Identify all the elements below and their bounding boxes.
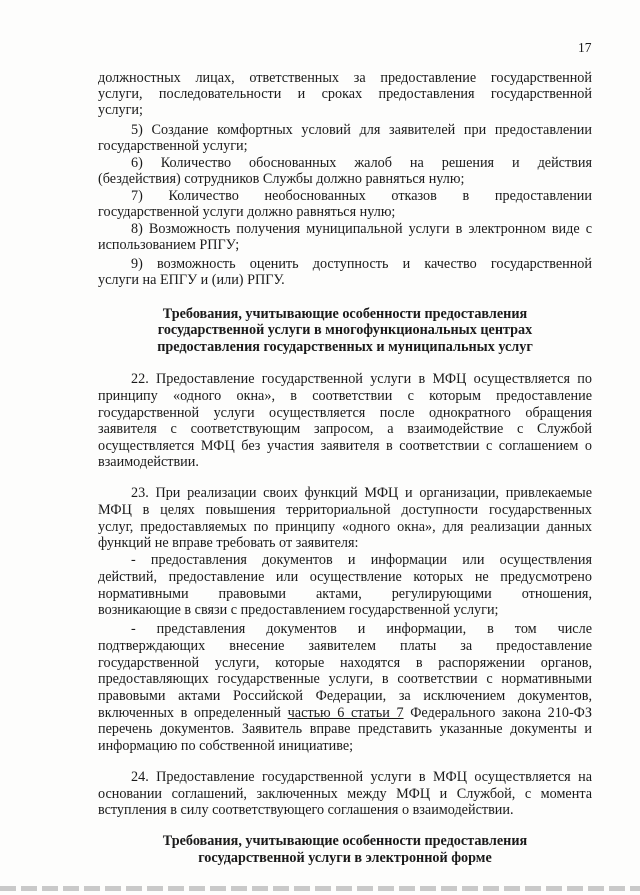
- law-reference-link[interactable]: частью 6 статьи 7: [287, 705, 404, 721]
- text-line: подтверждающих внесение заявителем платы за предоставление: [98, 638, 592, 654]
- text-line: услуг, предоставляемых по принципу «одного окна», для реализации данных: [98, 519, 592, 535]
- text-fragment: Федерального закона 210-ФЗ: [403, 705, 592, 721]
- text-line: основании соглашений, заключенных между МФЦ и Службой, с момента: [98, 786, 592, 802]
- paragraph-24: 24. Предоставление государственной услуги в МФЦ осуществляется на: [131, 769, 592, 785]
- text-line: перечень документов. Заявитель вправе представить указанные документы и: [98, 721, 592, 737]
- text-line: возникающие в связи с предоставлением государственной услуги;: [98, 602, 499, 618]
- bullet-item: - представления документов и информации, в том числе: [131, 621, 592, 637]
- text-line: нормативными правовыми актами, регулирующими отношения,: [98, 586, 592, 602]
- text-line: должностных лицах, ответственных за предоставление государственной: [98, 70, 592, 86]
- list-item-5: 5) Создание комфортных условий для заявителей при предоставлении: [131, 122, 592, 138]
- text-line: услуги на ЕПГУ и (или) РПГУ.: [98, 272, 285, 288]
- text-line: использованием РПГУ;: [98, 237, 240, 253]
- text-line: заявителя с соответствующим запросом, а взаимодействие с Службой: [98, 421, 592, 437]
- list-item-9: 9) возможность оценить доступность и качество государственной: [131, 256, 592, 272]
- text-line: вступления в силу соответствующего соглашения о взаимодействии.: [98, 802, 514, 818]
- text-line: государственной услуги, которые находятся в распоряжении органов,: [98, 655, 592, 671]
- text-line: государственной услуги должно равняться нулю;: [98, 204, 396, 220]
- bullet-item: - предоставления документов и информации или осуществления: [131, 552, 592, 568]
- text-line: принципу «одного окна», в соответствии с которым предоставление: [98, 388, 592, 404]
- text-line: государственной услуги осуществляется после однократного обращения: [98, 405, 592, 421]
- page-number: 17: [578, 40, 592, 55]
- text-line: МФЦ в целях повышения территориальной доступности государственных: [98, 502, 592, 518]
- text-line: услуги;: [98, 102, 143, 118]
- text-line: действий, предоставление или осуществление которых не предусмотрено: [98, 569, 592, 585]
- section-heading: государственной услуги в многофункциональных центрах: [157, 322, 533, 338]
- list-item-7: 7) Количество необоснованных отказов в предоставлении: [131, 188, 592, 204]
- section-heading: государственной услуги в электронной форме: [198, 850, 492, 866]
- scan-artifact: [0, 886, 640, 891]
- text-line: предоставляющих государственные услуги, в соответствии с нормативными: [98, 671, 592, 687]
- paragraph-23: 23. При реализации своих функций МФЦ и организации, привлекаемые: [131, 485, 592, 501]
- text-line: информацию по собственной инициативе;: [98, 738, 354, 754]
- paragraph-22: 22. Предоставление государственной услуги в МФЦ осуществляется по: [131, 371, 592, 387]
- text-line: правовыми актами Российской Федерации, за исключением документов,: [98, 688, 592, 704]
- text-line: осуществляется МФЦ без участия заявителя в соответствии с соглашением о: [98, 438, 592, 454]
- text-line: услуги, последовательности и сроках предоставления государственной: [98, 86, 592, 102]
- text-line: взаимодействии.: [98, 454, 199, 470]
- text-fragment: включенных в определенный: [98, 705, 288, 721]
- list-item-6: 6) Количество обоснованных жалоб на решения и действия: [131, 155, 592, 171]
- list-item-8: 8) Возможность получения муниципальной услуги в электронном виде с: [131, 221, 592, 237]
- text-line: функций не вправе требовать от заявителя:: [98, 535, 359, 551]
- text-line: государственной услуги;: [98, 138, 248, 154]
- section-heading: Требования, учитывающие особенности предоставления: [162, 306, 528, 322]
- section-heading: Требования, учитывающие особенности предоставления: [162, 833, 528, 849]
- text-line: [98, 705, 592, 721]
- text-line: (бездействия) сотрудников Службы должно равняться нулю;: [98, 171, 465, 187]
- section-heading: предоставления государственных и муниципальных услуг: [157, 339, 533, 355]
